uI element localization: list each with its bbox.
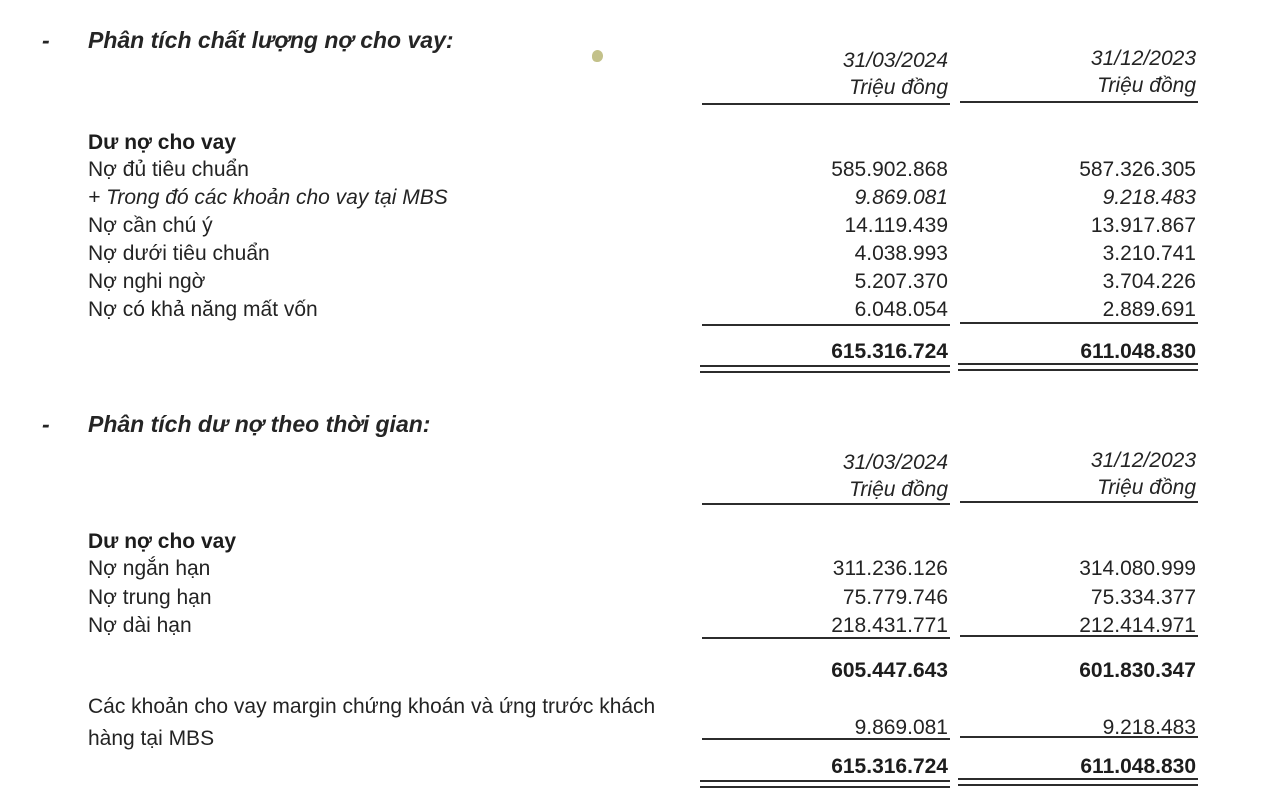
scan-artifact-dot: [592, 50, 603, 62]
s2-total-rule-col2: [960, 736, 1198, 738]
section1-bullet: -: [42, 27, 50, 53]
s1-row4-value2: 3.704.226: [1102, 270, 1196, 293]
section2-heading-text: Phân tích dư nợ theo thời gian:: [88, 411, 431, 437]
s2-column-header-prior: [948, 447, 1196, 501]
s1-total-rule-col1: [702, 324, 950, 326]
s2-row2-value2: 212.414.971: [1079, 614, 1196, 637]
table-row: [0, 614, 1282, 642]
s2-row1-value1: 75.779.746: [842, 586, 948, 609]
s2-row0-label: Nợ ngắn hạn: [88, 557, 211, 580]
section2-bullet: -: [42, 411, 50, 437]
s2-subtotal-value2: 601.830.347: [1079, 659, 1196, 682]
s1-row2-label: Nợ cần chú ý: [88, 214, 213, 237]
s2-total-double-rule-col1: [700, 780, 950, 788]
s2-margin-row-label: Các khoản cho vay margin chứng khoán và ứng trước khách hàng tại MBS: [88, 695, 656, 750]
s2-row2-label: Nợ dài hạn: [88, 614, 192, 637]
s1-row5-value2: 2.889.691: [1102, 298, 1196, 321]
s2-margin-value1: 9.869.081: [854, 716, 948, 739]
table-row: [0, 214, 1282, 242]
s1-total-value1: 615.316.724: [831, 340, 948, 363]
s2-group-row: [0, 530, 1282, 558]
s1-row5-value1: 6.048.054: [854, 298, 948, 321]
s2-row1-label: Nợ trung hạn: [88, 586, 212, 609]
s1-row1-value1: 9.869.081: [854, 186, 948, 209]
s2-row0-value1: 311.236.126: [832, 557, 948, 580]
s1-row4-label: Nợ nghi ngờ: [88, 270, 206, 293]
s1-group-label: Dư nợ cho vay: [88, 131, 237, 154]
s1-col1-unit: Triệu đồng: [849, 76, 948, 99]
s2-col1-unit: Triệu đồng: [849, 478, 948, 501]
s1-row2-value1: 14.119.439: [844, 214, 948, 237]
s1-row1-value2: 9.218.483: [1102, 186, 1196, 209]
s1-col2-date: 31/12/2023: [1090, 47, 1196, 70]
table-row: [0, 557, 1282, 585]
s1-row5-label: Nợ có khả năng mất vốn: [88, 298, 318, 321]
s2-row0-value2: 314.080.999: [1079, 557, 1196, 580]
s2-margin-value2: 9.218.483: [1102, 716, 1196, 739]
s1-total-value2: 611.048.830: [1080, 340, 1196, 363]
s2-column-header-current: [690, 449, 948, 503]
s1-col2-unit: Triệu đồng: [1097, 74, 1196, 97]
s1-row0-value1: 585.902.868: [831, 158, 948, 181]
table-row: [0, 270, 1282, 298]
s1-row1-label: + Trong đó các khoản cho vay tại MBS: [88, 186, 448, 209]
table-row: [0, 158, 1282, 186]
table-row: [0, 242, 1282, 270]
s1-total-rule-col2: [960, 322, 1198, 324]
s1-row0-label: Nợ đủ tiêu chuẩn: [88, 158, 249, 181]
s1-header-rule-col2: [960, 101, 1198, 103]
s2-row2-value1: 218.431.771: [831, 614, 948, 637]
s2-subtotal-value1: 605.447.643: [831, 659, 948, 682]
s1-total-double-rule-col2: [958, 363, 1198, 371]
s1-group-row: [0, 131, 1282, 159]
s2-subtotal-rule-col2: [960, 635, 1198, 637]
s1-header-rule-col1: [702, 103, 950, 105]
s1-row3-value2: 3.210.741: [1102, 242, 1196, 265]
table-row: [0, 586, 1282, 614]
s2-total-value1: 615.316.724: [831, 755, 948, 778]
s1-row4-value1: 5.207.370: [854, 270, 948, 293]
s2-subtotal-row: [0, 659, 1282, 687]
s2-header-rule-col2: [960, 501, 1198, 503]
s1-column-header-current: [690, 47, 948, 101]
section1-heading-text: Phân tích chất lượng nợ cho vay:: [88, 27, 454, 53]
s1-total-double-rule-col1: [700, 365, 950, 373]
s2-row1-value2: 75.334.377: [1090, 586, 1196, 609]
s2-col2-date: 31/12/2023: [1090, 449, 1196, 472]
s2-col2-unit: Triệu đồng: [1097, 476, 1196, 499]
s1-row3-label: Nợ dưới tiêu chuẩn: [88, 242, 270, 265]
s2-group-label: Dư nợ cho vay: [88, 530, 237, 553]
s1-row2-value2: 13.917.867: [1090, 214, 1196, 237]
s2-col1-date: 31/03/2024: [842, 451, 948, 474]
s2-total-double-rule-col2: [958, 778, 1198, 786]
s1-row0-value2: 587.326.305: [1079, 158, 1196, 181]
s2-margin-row-values: [0, 716, 1282, 744]
s1-row3-value1: 4.038.993: [854, 242, 948, 265]
s2-header-rule-col1: [702, 503, 950, 505]
s1-column-header-prior: [948, 45, 1196, 99]
s1-col1-date: 31/03/2024: [842, 49, 948, 72]
s2-total-value2: 611.048.830: [1080, 755, 1196, 778]
table-row: [0, 186, 1282, 214]
s2-subtotal-rule-col1: [702, 637, 950, 639]
s2-total-rule-col1: [702, 738, 950, 740]
